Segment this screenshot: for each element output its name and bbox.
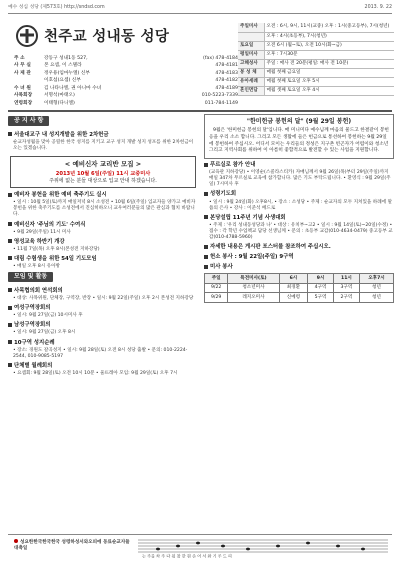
mass-schedule-table [238,23,394,96]
square-bullet-icon [204,265,208,269]
notice-heading: 서울대교구 내 성지개발을 위한 2차헌금 [8,132,198,139]
table-row: 오후 : 4시(초등부), 7시(청년) [238,32,394,41]
square-bullet-icon [8,288,12,292]
activity-heading: 단체별 월례회의 [8,363,198,370]
event-heading: 자세한 내용은 게시판 포스터를 참조하여 주십시오. [204,244,394,251]
church-logo [16,25,38,47]
contact-list [14,55,238,108]
table-row: 고해성사 주일 : 매사 전 20분(평일: 매사 전 10분) [238,59,394,68]
event-heading: 미사 봉사 [204,264,394,271]
box-title: < 예비신자 교리반 모집 > [64,160,142,169]
square-bullet-icon [204,215,208,219]
activity-heading: 사목협의회 연석회의 [8,288,198,295]
music-staff-icon [138,538,388,558]
square-bullet-icon [204,192,208,196]
notice-text: • 9월 29일(주일) 11시 미사 [13,229,71,235]
event-text: • 주제 : '우리 성내동성당과 나' • 대상 : 유치부~고2 • 일시 : 9월 14일(토)~20일(수정) • 접수 : 각 학년 수업책교 담당 선생님께 • 문의 : 초등부 교감(010-4634-0479) 중고등부 교감(010-4788-5960) [209,222,393,240]
square-bullet-icon [8,193,12,197]
activity-text: • 대상: 사목위원, 단체장, 구역장, 반장 • 일시: 9월 22일(주일) 오후 2시 본성전 지하강당 [13,296,194,302]
event-heading: 성령기도회 [204,191,394,198]
notice-heading: 예비자 봉헌을 위한 예비 축주기도 실시 [8,192,198,199]
table-row: 주일미사 오전 : 6시, 9시, 11시(교중) 오후 : 1시(중고등부), 7시(청년) [238,23,394,32]
masthead [8,17,392,108]
activity-heading: 10구역 성지순례 [8,340,198,347]
square-bullet-icon [8,363,12,367]
box-date: 2013년 10월 6일(주일) 11시 교중미사 [55,170,151,177]
right-column [204,114,394,303]
event-heading: 푸르실로 참가 안내 [204,162,394,169]
event-text: (교육관 지하강당) • 이영순(스콜라스티카) 자매님께서 9월 26일(목)부터 29일(주일)까지 매일 347차 무르실로 교육에 참가합니다. 많은 기도 부탁드립니다. • 환영식 : 9월 29일(주일) 7시미사 후 [209,170,391,188]
activity-text: • 일시: 9월 27일(금) 오후 8시 [13,330,76,336]
page-title: 천주교 성내동 성당 [44,28,170,45]
notice-heading: 대림 수험생을 위한 54일 기도모임 [8,256,198,263]
lyrics-line: 는 주를 차 주 다 될 참 한 원 손 어 서 와 기 주 드 리 [142,553,232,558]
contact-row: 사 무 실 본 요셉, 이 스텔라 478-4181 [14,63,238,69]
notice-text: • 11월 7일(목) 오후 8시(본성전 지하강당) [13,246,100,252]
contact-row: 수 녀 원 김 나타나엘, 권 아니마 수녀 478-4189 [14,85,238,91]
square-bullet-icon [8,340,12,344]
box-text: 주위에 없는 분들 대상으로 입교 안내 하겠습니다. [49,177,157,184]
table-row: 9/22 청소년미사 최경환 4구역 3구역 청년 [205,283,394,293]
table-row: 혼인면담 매월 셋째 토요일 오후 4시 [238,86,394,95]
activity-heading: 남성구역장회의 [8,322,198,329]
activity-text: • 장소: 경원도 갈곡성지 • 일시: 9월 28일(토) 오전 8시 성당 출발 • 문의: 010-2224-2544, 010-9085-5197 [13,347,188,359]
divider [8,110,392,112]
contact-row: 사목회장 서명석(마태오) 010-5223-7339 [14,93,238,99]
mass-service-table [204,273,394,303]
catechumen-box [10,156,196,188]
header-strip [8,5,392,13]
notice-heading: 영성교육 하반기 개강 [8,239,198,246]
activity-heading: 여성구역장회의 [8,305,198,312]
square-bullet-icon [8,306,12,310]
section-header-notices: 공 지 사 항 [8,116,49,126]
square-bullet-icon [8,222,12,226]
square-bullet-icon [204,163,208,167]
offering-notice [204,114,394,159]
notice-text: 순교자성월을 맞아 공릴한 한국 성지를 지키고 교구 성지 개발 성지 성포를 위한 2차헌금이 오는 있겠습니다. [13,140,194,152]
table-row: 봉 성 체 매월 첫째 금요일 [238,68,394,77]
event-text: • 일시 : 9월 24일(화) 오후8시, • 장소 : 소성당 • 주제 : 순교자의 모두 지쳐있을 하례에 말씀의 은사 • 강사 : 이준석 베드로 [209,199,393,211]
square-bullet-icon [8,256,12,260]
footer [8,534,392,560]
table-row: 9/29 레지오미사 신예령 5구역 2구역 청년 [205,293,394,303]
table-row: 유아세례 매월 첫째 토요일 오후 5시 [238,77,394,86]
contact-row: 사 제 관 정우용(임마누엘) 신부 478-4183 [14,70,238,76]
contact-row: 연령회장 이태형(다니엘) 011-784-1149 [14,100,238,106]
offering-text: 9월은 '한미헌금 봉헌의 달'입니다. 매 미니미다 예수님께 마음의 물드고 한결같이 봉헌 응을 우리 소소 합니다. 그리고 모든 생활에 들은 헌금으로 통선하여 봉헌하는 9월 29일에 봉헌하여 주십시오. 어디서 모이는 우리들의 정성은 지구촌 빈곤자가 어렵이와 청소년 그리고 지역사회를 위하여 이 아름히 좋합적으로 발전할 수 있는 사업을 지원합니다. [209,127,389,154]
bulletin-page [8,13,392,559]
offering-title: "한미헌금 봉헌의 달" (9월 29일 봉헌) [246,118,352,125]
square-bullet-icon [204,255,208,259]
notice-heading: 예비신자 '주님의 기도' 수여식 [8,222,198,229]
square-bullet-icon [204,245,208,249]
square-bullet-icon [8,323,12,327]
square-bullet-icon [8,132,12,136]
table-row: 평일미사 오후 : 7시30분 [238,50,394,59]
notice-text: • 매일 오후 8시 유아방 [13,264,60,269]
activity-text: • 요셉회: 9월 28일(토) 오전 10시 10분 • 울뜨레아 모임: 9월 29일(토) 오후 7시 [13,370,178,376]
table-row: 토요일 오전 6시 (월~토), 오전 10시(화~금) [238,41,394,50]
section-header-activities: 모임 및 활동 [8,272,53,282]
feast-label: 성요한한국한국한국 성령하성서와오피에 동료순교자들 대축일 [14,540,130,552]
contact-row: 주 소 강동구 성내1동 527, (fax) 478-4184 [14,55,238,61]
table-header-row: 주일 특전미사(토) 6시 9시 11시 오후7시 [205,274,394,284]
square-bullet-icon [8,239,12,243]
activity-text: • 일시: 9월 27일(금) 10시미사 후 [13,313,83,319]
notice-text: • 일시 : 10월 5일(토)까지 매일저녁 8시 소성전 • 10월 6일(주일) 입교자들 양가고 예비자 봉헌을 위한 축주기도를 소성전에서 진심히하오니 교우여러분들의 많은 관심과 협치 바랍니다. [13,200,196,218]
event-heading: 본당설립 11주년 기념 사생대회 [204,215,394,222]
issue-line: 예수 성심 성당 (제573호) http://sndsd.com [8,5,105,10]
contact-row: 이호섭(요셉) 신부 478-4182 [44,78,238,84]
red-dot-icon [14,539,18,543]
left-column [8,114,198,377]
event-heading: 헌소 봉사 : 9월 22일(주일) 9구역 [204,254,394,261]
issue-date: 2013. 9. 22 [364,5,392,10]
